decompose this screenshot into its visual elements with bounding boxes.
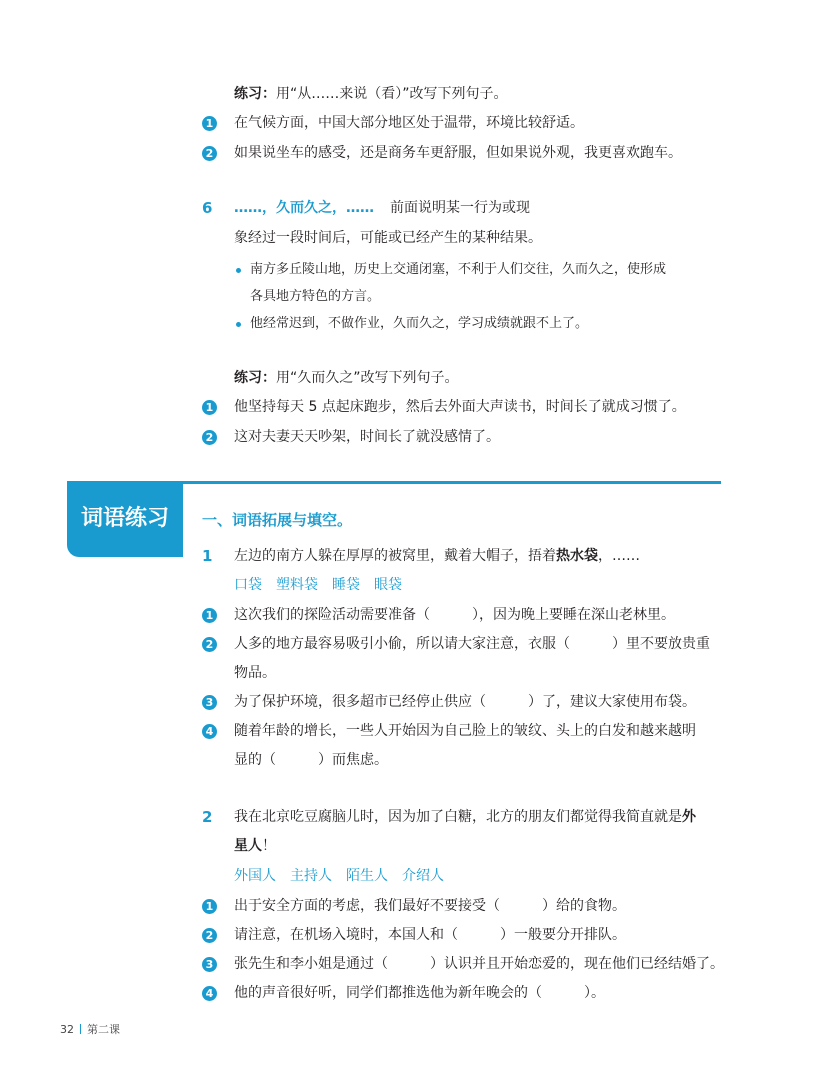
q2-item-2: 请注意，在机场入境时，本国人和（ ）一般要分开排队。 — [234, 927, 626, 943]
item-number-badge: 2 — [202, 928, 217, 943]
question-number: 2 — [202, 808, 213, 826]
page-number: 32 — [60, 1023, 74, 1036]
practice1-title: 练习： — [234, 86, 276, 102]
practice1-item-2: 如果说坐车的感受，还是商务车更舒服，但如果说外观，我更喜欢跑车。 — [234, 145, 682, 161]
q2-text-line2 — [234, 836, 276, 856]
practice1-prompt — [234, 84, 508, 104]
q1-item-1: 这次我们的探险活动需要准备（ ），因为晚上要睡在深山老林里。 — [234, 607, 675, 623]
bullet-dot — [236, 322, 241, 327]
option-word: 外国人 — [234, 868, 276, 884]
point6-desc: 前面说明某一行为或现 — [390, 200, 530, 216]
footer-divider — [80, 1024, 81, 1034]
q1-text-after: ，…… — [598, 548, 640, 564]
bullet-dot — [236, 268, 241, 273]
item-number-badge: 2 — [202, 430, 217, 445]
item-number-badge: 2 — [202, 637, 217, 652]
q2-item-4: 他的声音很好听，同学们都推选他为新年晚会的（ ）。 — [234, 985, 605, 1001]
q2-options — [234, 866, 458, 886]
option-word: 眼袋 — [374, 577, 402, 593]
practice2-prompt-text: 用“久而久之”改写下列句子。 — [276, 370, 459, 386]
q2-text-before: 我在北京吃豆腐脑儿时，因为加了白糖，北方的朋友们都觉得我简直就是 — [234, 809, 682, 825]
option-word: 主持人 — [290, 868, 332, 884]
q1-item-2-line1: 人多的地方最容易吸引小偷，所以请大家注意，衣服（ ）里不要放贵重 — [234, 636, 710, 652]
point6-heading — [234, 198, 530, 218]
q1-bold-word: 热水袋 — [556, 548, 598, 564]
point6-title: ……，久而久之，…… — [234, 200, 374, 216]
item-number-badge: 1 — [202, 400, 217, 415]
item-number-badge: 1 — [202, 116, 217, 131]
q1-text — [234, 546, 640, 566]
section-heading: 一、词语拓展与填空。 — [202, 511, 353, 529]
q2-item-3: 张先生和李小姐是通过（ ）认识并且开始恋爱的，现在他们已经结婚了。 — [234, 956, 724, 972]
q1-options — [234, 575, 416, 595]
practice2-item-1: 他坚持每天 5 点起床跑步，然后去外面大声读书，时间长了就成习惯了。 — [234, 399, 686, 415]
practice1-item-1: 在气候方面，中国大部分地区处于温带，环境比较舒适。 — [234, 115, 584, 131]
q2-text-after: ！ — [262, 838, 276, 854]
q2-bold-word-2: 星人 — [234, 838, 262, 854]
item-number-badge: 4 — [202, 724, 217, 739]
practice1-prompt-text: 用“从……来说（看）”改写下列句子。 — [276, 86, 508, 102]
option-word: 口袋 — [234, 577, 262, 593]
practice2-prompt — [234, 368, 459, 388]
section-tab-label: 词语练习 — [80, 506, 169, 531]
example-1-line1: 南方多丘陵山地，历史上交通闭塞，不利于人们交往，久而久之，使形成 — [250, 262, 667, 277]
page-footer — [60, 1023, 120, 1037]
item-number-badge: 2 — [202, 146, 217, 161]
q1-text-before: 左边的南方人躲在厚厚的被窝里，戴着大帽子，捂着 — [234, 548, 556, 564]
q1-item-3: 为了保护环境，很多超市已经停止供应（ ）了，建议大家使用布袋。 — [234, 694, 696, 710]
practice2-title: 练习： — [234, 370, 276, 386]
practice2-item-2: 这对夫妻天天吵架，时间长了就没感情了。 — [234, 429, 500, 445]
example-1-line2: 各具地方特色的方言。 — [250, 289, 381, 304]
option-word: 介绍人 — [402, 868, 444, 884]
footer-lesson: 第二课 — [87, 1023, 120, 1036]
section-tab — [67, 481, 183, 557]
q2-text-line1 — [234, 807, 696, 827]
example-2: 他经常迟到，不做作业，久而久之，学习成绩就跟不上了。 — [250, 316, 589, 331]
item-number-badge: 1 — [202, 608, 217, 623]
point-number: 6 — [202, 199, 213, 217]
option-word: 陌生人 — [346, 868, 388, 884]
item-number-badge: 3 — [202, 957, 217, 972]
item-number-badge: 3 — [202, 695, 217, 710]
option-word: 睡袋 — [332, 577, 360, 593]
option-word: 塑料袋 — [276, 577, 318, 593]
item-number-badge: 4 — [202, 986, 217, 1001]
q1-item-2-line2: 物品。 — [234, 665, 276, 681]
question-number: 1 — [202, 547, 213, 565]
item-number-badge: 1 — [202, 899, 217, 914]
point6-desc-cont: 象经过一段时间后，可能或已经产生的某种结果。 — [234, 230, 542, 246]
q2-bold-word-1: 外 — [682, 809, 696, 825]
q1-item-4-line1: 随着年龄的增长，一些人开始因为自己脸上的皱纹、头上的白发和越来越明 — [234, 723, 696, 739]
q1-item-4-line2: 显的（ ）而焦虑。 — [234, 752, 388, 768]
q2-item-1: 出于安全方面的考虑，我们最好不要接受（ ）给的食物。 — [234, 898, 626, 914]
